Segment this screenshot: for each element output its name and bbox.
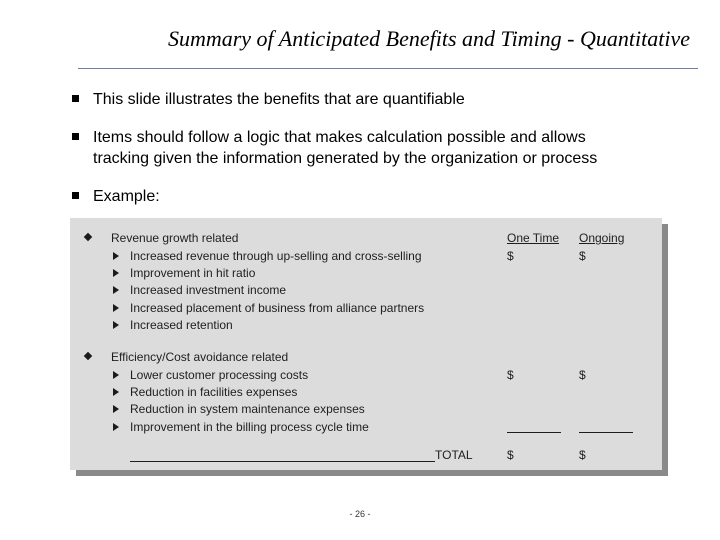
title-divider [78, 68, 698, 69]
arrow-bullet-icon [113, 304, 119, 312]
ongoing-value: $ [579, 368, 586, 382]
total-ongoing: $ [579, 448, 586, 462]
group-item: Improvement in hit ratio [130, 266, 256, 280]
group-label: Efficiency/Cost avoidance related [111, 350, 289, 364]
one-time-header: One Time [507, 231, 560, 245]
one-time-value: $ [507, 249, 514, 263]
square-bullet-icon [72, 133, 79, 140]
slide-title: Summary of Anticipated Benefits and Timing - Quantitative [167, 26, 690, 51]
group-item: Increased placement of business from alliance partners [130, 301, 425, 315]
ongoing-header: Ongoing [579, 231, 625, 245]
group-label: Revenue growth related [111, 231, 239, 245]
arrow-bullet-icon [113, 286, 119, 294]
example-panel [70, 218, 662, 470]
bullet-1-text: This slide illustrates the benefits that are quantifiable [93, 91, 465, 108]
total-label: TOTAL [435, 448, 473, 462]
square-bullet-icon [72, 192, 79, 199]
diamond-bullet-icon [84, 233, 92, 241]
group-item: Increased retention [130, 318, 233, 332]
group-item: Reduction in system maintenance expenses [130, 402, 365, 416]
arrow-bullet-icon [113, 388, 119, 396]
one-time-subtotal-line [507, 432, 561, 433]
group-item: Increased revenue through up-selling and cross-selling [130, 249, 422, 263]
total-rule [130, 461, 435, 462]
group-item: Reduction in facilities expenses [130, 385, 298, 399]
bullet-2-text-line1: Items should follow a logic that makes calculation possible and allows [93, 129, 586, 146]
arrow-bullet-icon [113, 423, 119, 431]
arrow-bullet-icon [113, 321, 119, 329]
ongoing-subtotal-line [579, 432, 633, 433]
group-item: Increased investment income [130, 283, 287, 297]
page-number: - 26 - [349, 509, 371, 519]
bullet-2-text-line2: tracking given the information generated by the organization or process [93, 150, 598, 167]
ongoing-value: $ [579, 249, 586, 263]
group-item: Lower customer processing costs [130, 368, 309, 382]
diamond-bullet-icon [84, 352, 92, 360]
arrow-bullet-icon [113, 371, 119, 379]
total-one-time: $ [507, 448, 514, 462]
group-item: Improvement in the billing process cycle time [130, 420, 369, 434]
arrow-bullet-icon [113, 405, 119, 413]
square-bullet-icon [72, 95, 79, 102]
arrow-bullet-icon [113, 269, 119, 277]
one-time-value: $ [507, 368, 514, 382]
bullet-3-text: Example: [93, 188, 160, 205]
arrow-bullet-icon [113, 252, 119, 260]
